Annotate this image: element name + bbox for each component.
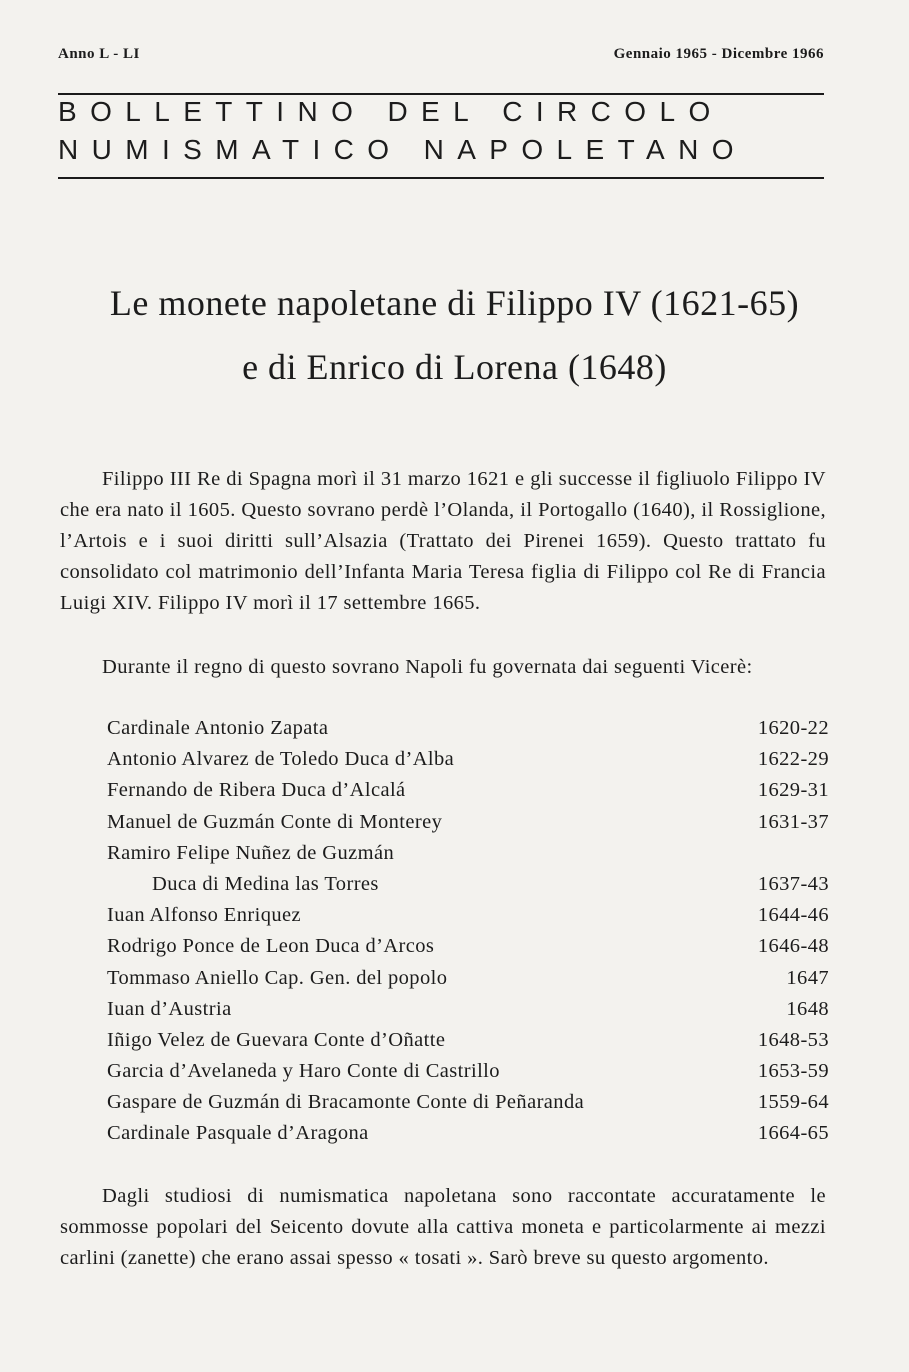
viceroy-years: 1637-43 <box>757 872 829 895</box>
viceroy-row <box>107 963 829 994</box>
viceroy-name: Tommaso Aniello Cap. Gen. del popolo <box>107 966 448 989</box>
viceroy-years: 1653-59 <box>757 1060 829 1083</box>
viceroy-row <box>107 1118 829 1149</box>
viceroy-row <box>107 1025 829 1056</box>
viceroy-row <box>107 807 829 838</box>
viceroy-list <box>107 713 829 1150</box>
viceroy-name: Manuel de Guzmán Conte di Monterey <box>107 810 443 833</box>
date-range: Gennaio 1965 - Dicembre 1966 <box>613 46 824 62</box>
viceroy-years: 1559-64 <box>757 1091 829 1114</box>
viceroy-years: 1622-29 <box>757 748 829 771</box>
viceroy-name: Iuan Alfonso Enriquez <box>107 904 301 927</box>
viceroy-years: 1646-48 <box>757 935 829 958</box>
article-title-line-2: e di Enrico di Lorena (1648) <box>242 347 667 387</box>
viceroy-row <box>107 744 829 775</box>
viceroy-name: Gaspare de Guzmán di Bracamonte Conte di Peñaranda <box>107 1091 585 1114</box>
viceroy-row <box>107 994 829 1025</box>
paragraph-conclusion: Dagli studiosi di numismatica napoletana sono raccontate accuratamente le sommosse popolari del Seicento dovute alla cattiva moneta e particolarmente ai mezzi carlini (zanette) che erano assai spesso « tosati ». Sarò breve su questo argomento. <box>60 1185 826 1269</box>
viceroy-years: 1644-46 <box>757 904 829 927</box>
viceroy-name: Garcia d’Avelaneda y Haro Conte di Castrillo <box>107 1060 500 1083</box>
viceroy-years: 1648 <box>786 997 829 1020</box>
journal-title-line-2: NUMISMATICO NAPOLETANO <box>58 134 747 165</box>
viceroy-name: Fernando de Ribera Duca d’Alcalá <box>107 779 406 802</box>
viceroy-row <box>107 838 829 869</box>
viceroy-name: Iuan d’Austria <box>107 997 232 1020</box>
viceroy-name: Rodrigo Ponce de Leon Duca d’Arcos <box>107 935 435 958</box>
journal-title-line-1: BOLLETTINO DEL CIRCOLO <box>58 96 724 127</box>
viceroy-name: Antonio Alvarez de Toledo Duca d’Alba <box>107 748 455 771</box>
viceroy-row <box>107 900 829 931</box>
viceroy-row <box>107 1056 829 1087</box>
viceroy-row <box>107 713 829 744</box>
volume-label: Anno L - LI <box>58 46 140 62</box>
viceroy-row <box>107 931 829 962</box>
article-title-line-1: Le monete napoletane di Filippo IV (1621-65) <box>109 283 800 323</box>
viceroy-name: Cardinale Antonio Zapata <box>107 717 329 739</box>
viceroy-years: 1664-65 <box>757 1122 829 1145</box>
viceroy-years: 1620-22 <box>757 717 829 739</box>
viceroy-name: Duca di Medina las Torres <box>152 872 379 895</box>
paragraph-viceroys-intro: Durante il regno di questo sovrano Napoli fu governata dai seguenti Vicerè: <box>102 656 753 678</box>
viceroy-name: Iñigo Velez de Guevara Conte d’Oñatte <box>107 1028 446 1051</box>
viceroy-name: Cardinale Pasquale d’Aragona <box>107 1122 369 1145</box>
viceroy-years: 1631-37 <box>757 810 829 833</box>
paragraph-intro: Filippo III Re di Spagna morì il 31 marzo 1621 e gli successe il figliuolo Filippo IV che era nato il 1605. Questo sovrano perdè l’Olanda, il Portogallo (1640), il Rossiglione, l’Artois e i suoi diritti sull’Alsazia (Trattato dei Pirenei 1659). Questo trattato fu consolidato col matrimonio dell’Infanta Maria Teresa figlia di Filippo col Re di Francia Luigi XIV. Filippo IV morì il 17 settembre 1665. <box>60 468 826 614</box>
viceroy-row <box>107 869 829 900</box>
viceroy-years: 1647 <box>786 966 829 989</box>
viceroy-row <box>107 775 829 806</box>
viceroy-years: 1629-31 <box>757 779 829 802</box>
bottom-rule <box>58 177 824 179</box>
viceroy-name: Ramiro Felipe Nuñez de Guzmán <box>107 841 395 864</box>
viceroy-years: 1648-53 <box>757 1028 829 1051</box>
running-header <box>58 46 824 63</box>
viceroy-row <box>107 1087 829 1118</box>
